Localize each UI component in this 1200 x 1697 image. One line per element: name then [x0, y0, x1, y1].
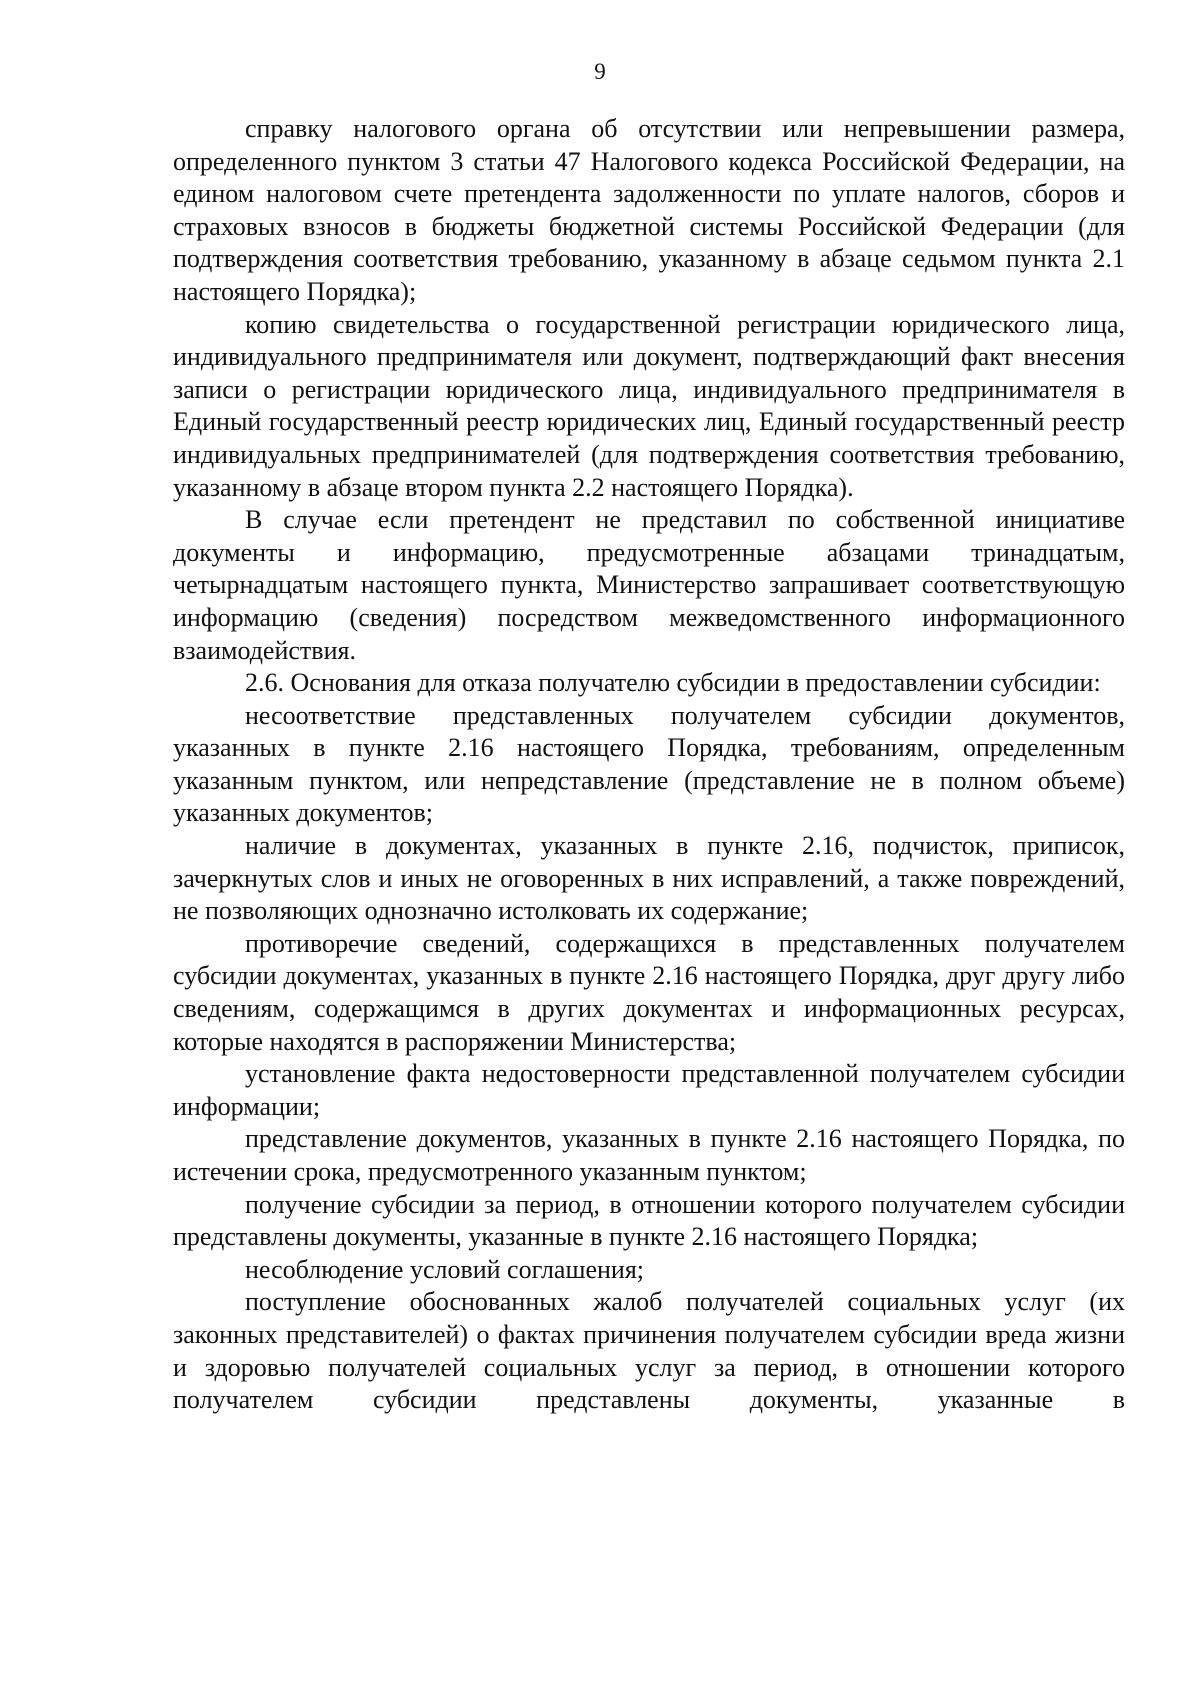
paragraph-tax-certificate: справку налогового органа об отсутствии или непревышении размера, определенного пунктом 3 статьи 47 Налогового кодекса Российской Федерации, на едином налоговом счете претендента задолженности по уплате налогов, сборов и страховых взносов в бюджеты бюджетной системы Российской Федерации (для подтверждения соответствия требованию, указанному в абзаце седьмом пункта 2.1 настоящего Порядка);	[173, 114, 1125, 306]
paragraph-registration-certificate: копию свидетельства о государственной регистрации юридического лица, индивидуального предпринимателя или документ, подтверждающий факт внесения записи о регистрации юридического лица, индивидуального предпринимателя в Единый государственный реестр юридических лиц, Единый государственный реестр индивидуальных предпринимателей (для подтверждения соответствия требованию, указанному в абзаце втором пункта 2.2 настоящего Порядка).	[173, 309, 1125, 502]
paragraph-corrections: наличие в документах, указанных в пункте 2.16, подчисток, приписок, зачеркнутых слов и иных не оговоренных в них исправлений, а также повреждений, не позволяющих однозначно истолковать их содержание;	[173, 831, 1125, 926]
paragraph-agreement-breach: несоблюдение условий соглашения;	[245, 1254, 645, 1284]
paragraph-complaints: поступление обоснованных жалоб получателей социальных услуг (их законных представителей) о фактах причинения получателем субсидии вреда жизни и здоровью получателей социальных услуг за период, в отношении которого получателем субсидии представлены документы, указанные в	[173, 1287, 1125, 1415]
paragraph-inaccuracy: установление факта недостоверности представленной получателем субсидии информации;	[173, 1059, 1125, 1121]
document-body	[173, 113, 1125, 1417]
paragraph-section-2-6: 2.6. Основания для отказа получателю субсидии в предоставлении субсидии:	[245, 668, 1101, 698]
page-number: 9	[594, 59, 606, 84]
paragraph-duplicate-period: получение субсидии за период, в отношении которого получателем субсидии представлены документы, указанные в пункте 2.16 настоящего Порядка;	[173, 1189, 1125, 1252]
paragraph-contradiction: противоречие сведений, содержащихся в представленных получателем субсидии документах, указанных в пункте 2.16 настоящего Порядка, друг другу либо сведениям, содержащимся в других документах и информационных ресурсах, которые находятся в распоряжении Министерства;	[173, 928, 1125, 1056]
paragraph-interagency-request: В случае если претендент не представил по собственной инициативе документы и информацию, предусмотренные абзацами тринадцатым, четырнадцатым настоящего пункта, Министерство запрашивает соответствующую информацию (сведения) посредством межведомственного информационного взаимодействия.	[173, 505, 1125, 665]
paragraph-documents-mismatch: несоответствие представленных получателем субсидии документов, указанных в пункте 2.16 настоящего Порядка, требованиям, определенным указанным пунктом, или непредставление (представление не в полном объеме) указанных документов;	[173, 700, 1125, 828]
paragraph-late-submission: представление документов, указанных в пункте 2.16 настоящего Порядка, по истечении срока, предусмотренного указанным пунктом;	[173, 1124, 1125, 1186]
